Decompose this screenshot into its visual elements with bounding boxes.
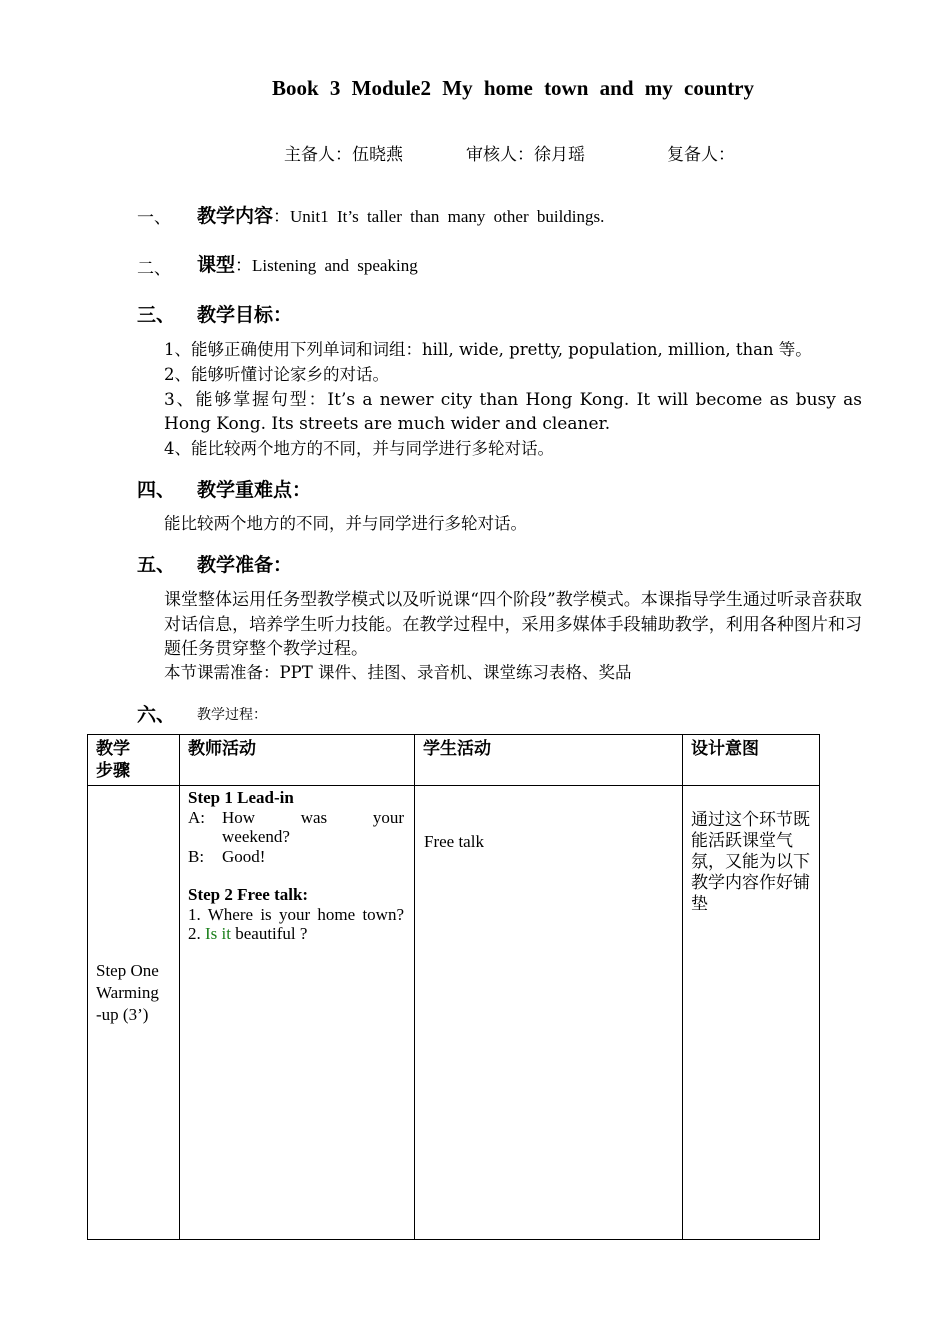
co-preparer: 复备人： — [667, 145, 735, 165]
section-5-number: 五、 — [137, 554, 176, 576]
table-header-row — [88, 735, 820, 786]
section-2-heading — [197, 250, 418, 277]
section-1-colon: ： — [273, 207, 291, 227]
section-2-colon: ： — [235, 256, 253, 276]
question-2-number: 2. — [188, 924, 205, 943]
section-2-label: 课型 — [197, 254, 236, 276]
section-2-content: Listening and speaking — [252, 256, 418, 275]
objective-1: 1、能够正确使用下列单词和词组：hill, wide, pretty, population, million, than 等。 — [164, 340, 812, 359]
section-1-heading — [197, 201, 604, 228]
section-1-label: 教学内容 — [197, 205, 274, 227]
key-points: 能比较两个地方的不同，并与同学进行多轮对话。 — [164, 514, 527, 533]
step-label — [88, 960, 179, 1026]
objective-4: 4、能比较两个地方的不同，并与同学进行多轮对话。 — [164, 439, 554, 458]
header-step — [88, 735, 180, 786]
speaker-a: A: — [188, 807, 205, 827]
step-1-line-b — [188, 847, 404, 867]
section-3-label: 教学目标： — [197, 304, 293, 326]
teacher-activity-cell — [180, 786, 415, 1240]
section-1-number: 一、 — [137, 208, 171, 228]
step-1-title: Step 1 Lead-in — [188, 788, 294, 807]
header-teacher: 教师活动 — [180, 735, 415, 786]
step-cell — [88, 786, 180, 1240]
student-activity-cell: Free talk — [415, 786, 683, 1240]
question-2-highlight: Is it — [205, 924, 231, 943]
section-1-content: Unit1 It’s taller than many other buildings. — [290, 207, 605, 226]
question-1: 1. Where is your home town? — [188, 904, 404, 924]
teaching-process-table — [87, 734, 820, 1240]
step-label-line-1: Step One — [96, 960, 159, 980]
page-title: Book 3 Module2 My home town and my country — [271, 76, 755, 100]
header-design: 设计意图 — [683, 735, 820, 786]
design-intent-cell: 通过这个环节既能活跃课堂气氛，又能为以下教学内容作好铺垫 — [683, 786, 820, 1240]
speaker-b-text: Good! — [222, 846, 266, 866]
step-1-line-a — [188, 808, 404, 847]
reviewer: 审核人：徐月瑶 — [466, 145, 585, 165]
header-step-line-2: 步骤 — [96, 761, 130, 781]
objective-3: 3、能够掌握句型：It’s a newer city than Hong Kong. It will become as busy as Hong Kong. Its streets are much wider and cleaner. — [164, 390, 862, 434]
preparation-materials: 本节课需准备：PPT 课件、挂图、录音机、课堂练习表格、奖品 — [164, 663, 632, 682]
question-2 — [188, 924, 404, 944]
question-2-rest: beautiful ? — [230, 924, 308, 943]
preparer: 主备人：伍晓燕 — [284, 145, 403, 165]
preparation-paragraph: 课堂整体运用任务型教学模式以及听说课“四个阶段”教学模式。本课指导学生通过听录音获取对话信息，培养学生听力技能。在教学过程中，采用多媒体手段辅助教学，利用各种图片和习题任务贯穿整个教学过程。 — [164, 590, 862, 659]
speaker-a-text: How was your weekend? — [222, 807, 404, 846]
section-4-label: 教学重难点： — [197, 479, 312, 501]
step-2-title: Step 2 Free talk: — [188, 885, 309, 904]
header-student: 学生活动 — [415, 735, 683, 786]
objective-2: 2、能够听懂讨论家乡的对话。 — [164, 365, 389, 384]
speaker-b: B: — [188, 846, 205, 866]
section-6-number: 六、 — [137, 704, 176, 726]
section-4-number: 四、 — [137, 479, 176, 501]
table-row — [88, 786, 820, 1240]
step-label-line-3: -up (3’) — [96, 1004, 149, 1024]
section-3-number: 三、 — [137, 304, 176, 326]
section-5-label: 教学准备： — [197, 554, 293, 576]
header-step-line-1: 教学 — [96, 739, 130, 759]
section-2-number: 二、 — [137, 259, 171, 279]
step-label-line-2: Warming — [96, 982, 159, 1002]
section-6-label: 教学过程： — [197, 707, 267, 723]
